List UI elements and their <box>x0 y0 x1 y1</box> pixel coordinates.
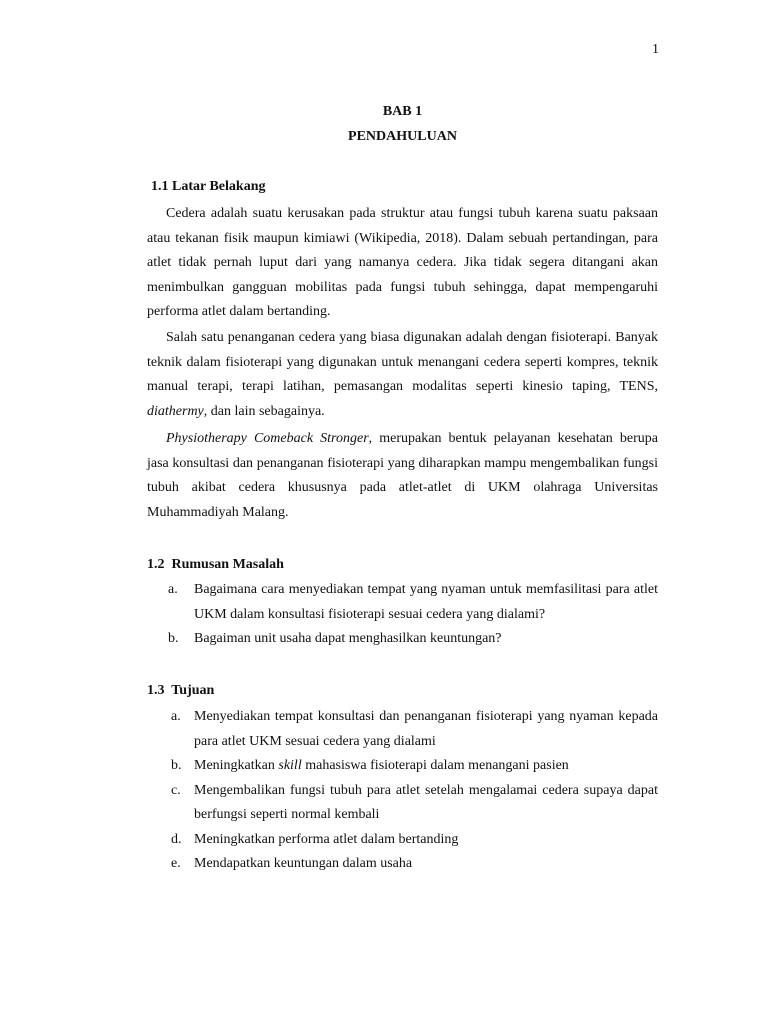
rumusan-list <box>147 578 658 652</box>
list-item-text: Bagaiman unit usaha dapat menghasilkan keuntungan? <box>194 631 502 646</box>
list-marker: a. <box>171 709 181 724</box>
list-marker: d. <box>171 831 182 847</box>
list-marker: b. <box>171 758 182 773</box>
list-item-text: Mengembalikan fungsi tubuh para atlet setelah mengalamai cedera supaya dapat berfungsi seperti normal kembali <box>194 782 658 822</box>
list-marker: c. <box>171 782 181 798</box>
chapter-title: PENDAHULUAN <box>348 129 457 144</box>
list-item-text: Menyediakan tempat konsultasi dan penanganan fisioterapi yang nyaman kepada para atlet UKM sesuai cedera yang dialami <box>194 709 658 749</box>
list-marker: a. <box>168 582 178 597</box>
list-item <box>147 852 658 877</box>
list-item <box>147 779 658 828</box>
list-item <box>147 627 658 652</box>
italic-term: skill <box>278 758 302 773</box>
list-marker: b. <box>168 631 179 646</box>
paragraph-text: , merupakan bentuk pelayanan kesehatan berupa jasa konsultasi dan penanganan fisioterapi yang diharapkan mampu mengembalikan fungsi tubuh akibat cedera khususnya pada atlet-atlet di UKM olahraga Universitas Muhammadiyah Malang. <box>147 431 658 520</box>
section-heading-tujuan: 1.3 Tujuan <box>147 683 215 698</box>
list-item-text: Meningkatkan <box>194 758 279 773</box>
page-number: 1 <box>652 42 659 57</box>
list-marker: e. <box>171 856 181 871</box>
italic-term: diathermy <box>147 403 204 419</box>
list-item-text: Meningkatkan performa atlet dalam bertanding <box>194 831 459 847</box>
section-heading-rumusan-masalah: 1.2 Rumusan Masalah <box>147 557 284 572</box>
list-item <box>147 828 658 853</box>
list-item <box>147 754 658 779</box>
list-item <box>147 705 658 754</box>
list-item-text: mahasiswa fisioterapi dalam menangani pasien <box>301 758 569 773</box>
paragraph-text: , dan lain sebagainya. <box>203 403 325 419</box>
list-item-text: Bagaimana cara menyediakan tempat yang nyaman untuk memfasilitasi para atlet UKM dalam konsultasi fisioterapi sesuai cedera yang dialami? <box>194 582 658 622</box>
paragraph-text: Salah satu penanganan cedera yang biasa digunakan adalah dengan fisioterapi. Banyak teknik dalam fisioterapi yang digunakan untuk menangani cedera seperti kompres, teknik manual terapi, terapi latihan, pemasangan modalitas seperti kinesio taping, TENS, <box>147 330 658 394</box>
paragraph-penanganan <box>147 326 658 424</box>
list-item-text: Mendapatkan keuntungan dalam usaha <box>194 856 413 871</box>
paragraph-cedera: Cedera adalah suatu kerusakan pada struktur atau fungsi tubuh karena suatu paksaan atau tekanan fisik maupun kimiawi (Wikipedia, 2018). Dalam sebuah pertandingan, para atlet tidak pernah luput dari yang namanya cedera. Jika tidak segera ditangani akan menimbulkan gangguan mobilitas pada fungsi tubuh sehingga, dapat mempengaruhi performa atlet dalam bertanding. <box>147 206 658 319</box>
paragraph-physiotherapy <box>147 427 658 525</box>
tujuan-list <box>147 705 658 877</box>
section-heading-latar-belakang: 1.1 Latar Belakang <box>151 179 266 194</box>
chapter-label: BAB 1 <box>382 104 423 119</box>
list-item <box>147 578 658 627</box>
italic-term: Physiotherapy Comeback Stronger <box>166 431 369 446</box>
